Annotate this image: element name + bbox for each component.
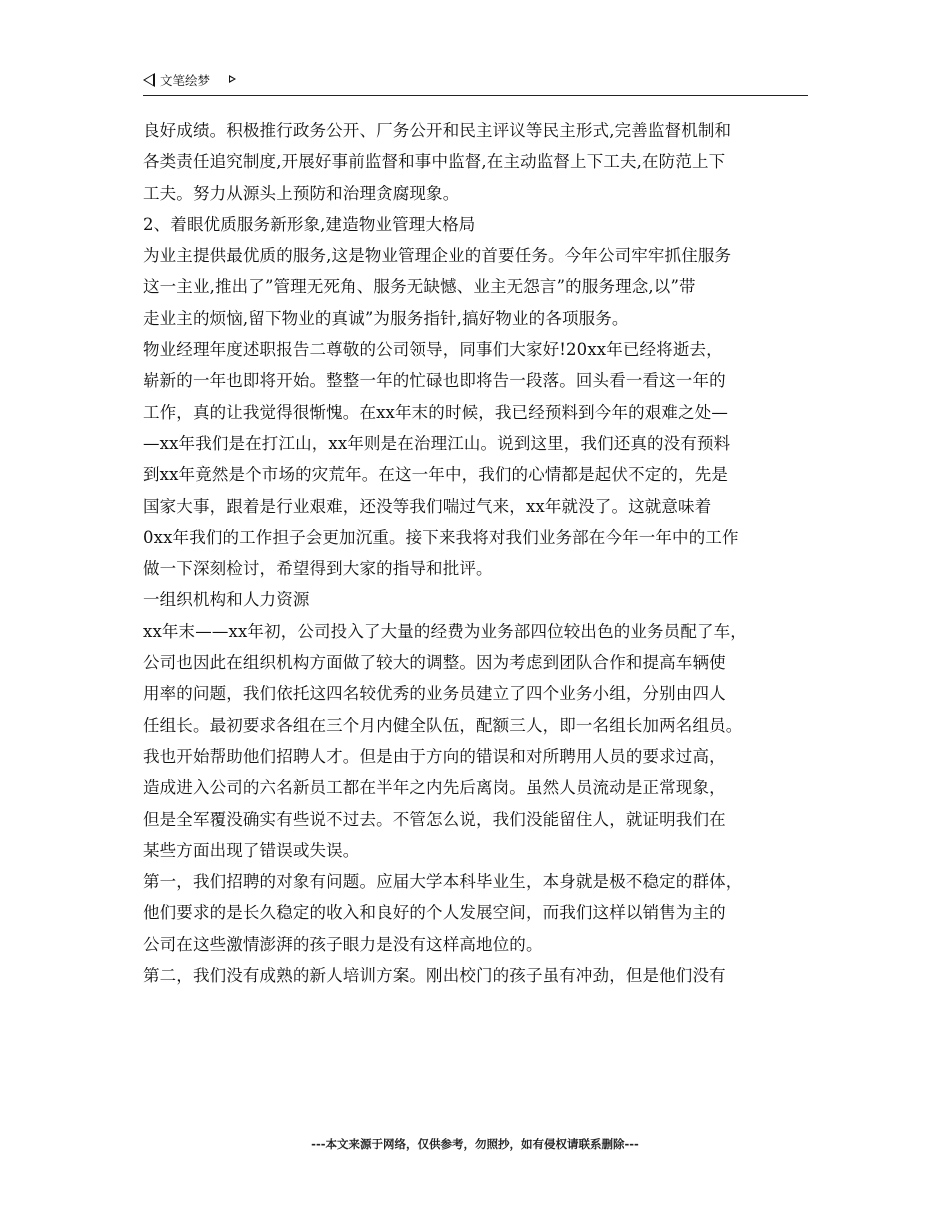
text-line: 但是全军覆没确实有些说不过去。不管怎么说，我们没能留住人，就证明我们在 xyxy=(143,809,726,829)
left-triangle-icon xyxy=(143,73,155,87)
text-line: 各类责任追究制度,开展好事前监督和事中监督,在主动监督上下工夫,在防范上下 xyxy=(143,152,726,172)
footer-disclaimer: ---本文来源于网络，仅供参考，勿照抄，如有侵权请联系删除--- xyxy=(311,1137,639,1151)
text-line: 国家大事，跟着是行业艰难，还没等我们喘过气来，xx年就没了。这就意味着 xyxy=(143,496,712,516)
text-line: 公司也因此在组织机构方面做了较大的调整。因为考虑到团队合作和提高车辆使 xyxy=(143,653,726,673)
header-brand: 文笔绘梦 xyxy=(160,73,211,88)
section-heading: 2、着眼优质服务新形象,建造物业管理大格局 xyxy=(143,214,476,234)
text-line: 良好成绩。积极推行政务公开、厂务公开和民主评议等民主形式,完善监督机制和 xyxy=(143,121,732,140)
text-line: 工作，真的让我觉得很惭愧。在xx年末的时候，我已经预料到今年的艰难之处— xyxy=(143,402,729,422)
text-line: 为业主提供最优质的服务,这是物业管理企业的首要任务。今年公司牢牢抓住服务 xyxy=(143,246,732,266)
text-line: 他们要求的是长久稳定的收入和良好的个人发展空间，而我们这样以销售为主的 xyxy=(143,903,726,923)
text-line: 用率的问题，我们依托这四名较优秀的业务员建立了四个业务小组，分别由四人 xyxy=(143,684,726,704)
text-line: 崭新的一年也即将开始。整整一年的忙碌也即将告一段落。回头看一看这一年的 xyxy=(143,371,726,391)
text-line: 第二，我们没有成熟的新人培训方案。刚出校门的孩子虽有冲劲，但是他们没有 xyxy=(143,966,726,986)
text-line: 某些方面出现了错误或失误。 xyxy=(143,840,360,860)
text-line: 第一，我们招聘的对象有问题。应届大学本科毕业生，本身就是极不稳定的群体， xyxy=(143,872,743,892)
text-line: 这一主业,推出了”管理无死角、服务无缺憾、业主无怨言”的服务理念,以”带 xyxy=(143,277,696,297)
text-line: 任组长。最初要求各组在三个月内健全队伍，配额三人，即一名组长加两名组员。 xyxy=(143,715,743,735)
text-line: —xx年我们是在打江山，xx年则是在治理江山。说到这里，我们还真的没有预料 xyxy=(143,433,731,453)
page-header xyxy=(143,72,808,96)
right-triangle-icon xyxy=(229,75,236,83)
text-line: 造成进入公司的六名新员工都在半年之内先后离岗。虽然人员流动是正常现象， xyxy=(143,778,726,798)
document-body xyxy=(143,115,813,991)
text-line: 公司在这些激情澎湃的孩子眼力是没有这样高地位的。 xyxy=(143,934,543,954)
text-line: xx年末——xx年初，公司投入了大量的经费为业务部四位较出色的业务员配了车， xyxy=(143,621,747,641)
text-line: 物业经理年度述职报告二尊敬的公司领导，同事们大家好!20xx年已经将逝去， xyxy=(143,340,723,360)
text-line: 走业主的烦恼,留下物业的真诚”为服务指针,搞好物业的各项服务。 xyxy=(143,308,629,328)
text-line: 到xx年竟然是个市场的灾荒年。在这一年中，我们的心情都是起伏不定的，先是 xyxy=(143,465,729,485)
section-heading: 一组织机构和人力资源 xyxy=(143,590,310,610)
text-line: 我也开始帮助他们招聘人才。但是由于方向的错误和对所聘用人员的要求过高， xyxy=(143,746,726,766)
text-line: 工夫。努力从源头上预防和治理贪腐现象。 xyxy=(143,183,460,203)
text-line: 做一下深刻检讨，希望得到大家的指导和批评。 xyxy=(143,559,493,579)
text-line: 0xx年我们的工作担子会更加沉重。接下来我将对我们业务部在今年一年中的工作 xyxy=(143,527,739,547)
